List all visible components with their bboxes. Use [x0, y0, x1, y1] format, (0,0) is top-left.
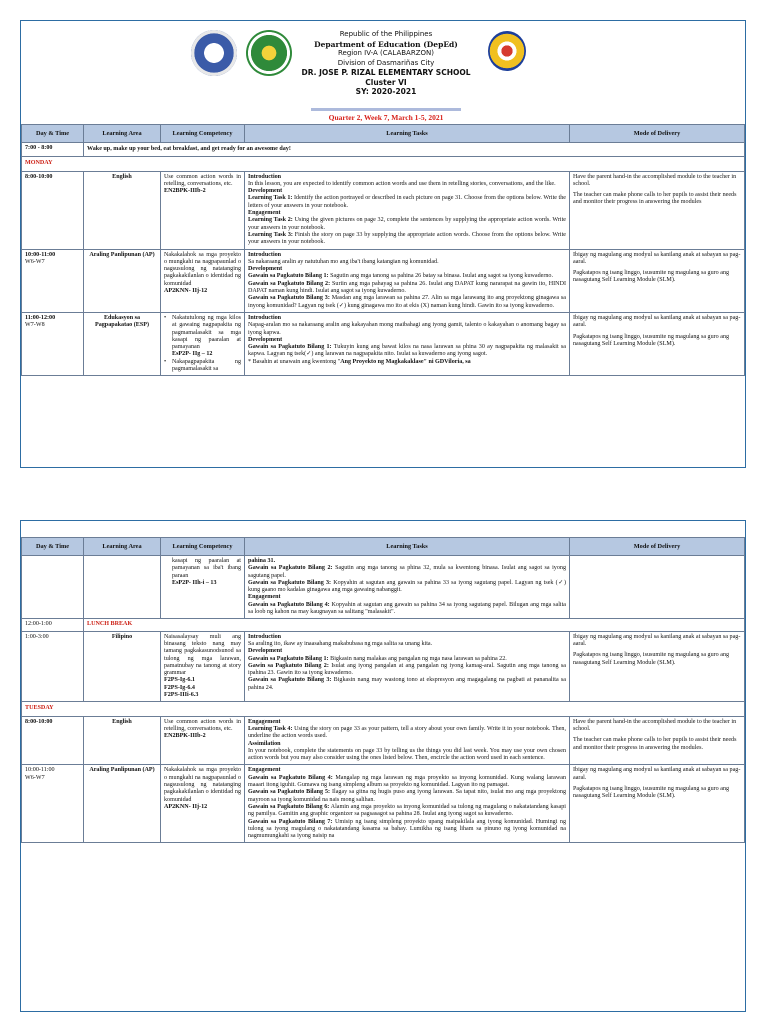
time-cell — [22, 249, 84, 312]
task-label: Gawain sa Pagkatuto Bilang 7: — [248, 818, 333, 825]
task-body: Sagutin ang mga tanong sa phina 32, mula sa kwentong binasa. Isulat ang sagot sa iyong sagutang papel. — [248, 565, 566, 579]
table-row — [22, 765, 745, 843]
header-learning-tasks: Learning Tasks — [245, 538, 570, 556]
task-text — [248, 663, 566, 678]
school-year-line: SY: 2020-2021 — [355, 87, 417, 96]
time-cell — [22, 556, 84, 619]
time-cell: 8:00-10:00 — [22, 171, 84, 249]
learning-area-cell: Filipino — [84, 631, 161, 702]
task-body: Kopyahin at sagutan ang gawain sa pahina 34 sa iyong sagutang papel. Bilugan ang mga salita sa loob ng kahon na may kaugnayan sa salitang "malasakit". — [248, 601, 566, 616]
mode-cell — [570, 171, 745, 249]
task-text — [248, 273, 566, 280]
competency-code: EN2BPK-IIIb-2 — [164, 733, 206, 740]
mode-text: Pagkatapos ng isang linggo, isusumite ng magulang sa guro ang nasagutang Self Learning Module (SLM). — [573, 333, 730, 347]
tasks-cell — [245, 171, 570, 249]
task-body: Tukuyin kung ang bawat kilos na nasa larawan sa phina 30 ay nagpapakita ng malasakit sa kapwa. Lagyan ng tsek(✓) ang larawan na nagpapakita nito. Isulat sa kuwaderno ang iyong sagot. — [248, 344, 566, 358]
header-learning-tasks: Learning Tasks — [245, 125, 570, 143]
week-text: W6-W7 — [25, 774, 45, 781]
task-text — [248, 565, 566, 580]
lunch-break-label: LUNCH BREAK — [84, 619, 745, 631]
competency-cell — [161, 171, 245, 249]
mode-text: Pagkatapos ng isang linggo, isusumite ng magulang sa guro ang nasagutang Self Learning Module (SLM). — [573, 786, 730, 800]
obscured-text-line — [311, 107, 461, 112]
learning-area-cell: English — [84, 171, 161, 249]
task-text: In your notebook, complete the statements on page 33 by telling us the things you did last week. You may use your own chosen action words but you may also consider using the ones listed below. Then, encircle the action word used in each sentence. — [248, 747, 566, 762]
letterhead — [21, 21, 745, 124]
competency-cell — [161, 631, 245, 702]
header-mode-of-delivery: Mode of Delivery — [570, 538, 745, 556]
weekly-plan-table — [21, 124, 745, 376]
task-body: * Basahin at unawain ang kwentong " — [248, 358, 341, 365]
task-label: Gawain sa Pagkatuto Bilang 2: — [248, 565, 333, 572]
competency-cell — [161, 716, 245, 765]
header-learning-area: Learning Area — [84, 538, 161, 556]
task-body: Isulat ang iyong pangalan at ang pangalan ng iyong kamag-aral. Sagutin ang mga tanong sa ipahina 23. Gawin ito sa iyong kuwaderno. — [248, 662, 566, 677]
learning-area-cell: Edukasyon sa Pagpapakatao (ESP) — [84, 312, 161, 375]
task-body: Masdan ang mga larawan sa pahina 27. Alin sa mga larawang ito ang proyektong ginagawa sa inyong komunidad? Lagyan ng tsek (✓) kung ginagawa mo ito at ekis (X) naman kung hindi. Gawin ito sa iyong kuwaderno. — [248, 295, 566, 309]
task-heading: Introduction — [248, 633, 282, 640]
tasks-cell — [245, 556, 570, 619]
table-row — [22, 143, 745, 157]
mode-text: Have the parent hand-in the accomplished module to the teacher in school. — [573, 718, 737, 732]
task-body: Ilagay sa gitna ng hugis puso ang iyong larawan. Sa tapat nito, isulat mo ang mga proyektong mayroon sa iyong komunidad na nais mong salihan. — [248, 789, 566, 803]
learning-area-cell — [84, 556, 161, 619]
time-cell — [22, 312, 84, 375]
morning-routine: Wake up, make up your bed, eat breakfast, and get ready for an awesome day! — [84, 143, 745, 157]
task-label: Gawain sa Pagkatuto Bilang 3: — [248, 579, 332, 586]
mode-text: Have the parent hand-in the accomplished module to the teacher in school. — [573, 173, 737, 187]
time-text: 11:00-12:00 — [25, 314, 56, 321]
task-heading: Engagement — [248, 718, 281, 725]
mode-cell — [570, 249, 745, 312]
tasks-cell — [245, 765, 570, 843]
task-text — [248, 281, 566, 296]
day-label-monday: MONDAY — [22, 157, 745, 171]
task-body: Finish the story on page 33 by supplying the appropriate action words. Choose from the options below. Write your answers in your notebook. — [248, 231, 566, 246]
task-label: Gawain sa Pagkatuto Bilang 3: — [248, 295, 330, 302]
task-heading: Development — [248, 266, 283, 273]
task-label: Learning Task 4: — [248, 725, 293, 732]
week-text: W6-W7 — [25, 258, 45, 265]
school-name: DR. JOSE P. RIZAL ELEMENTARY SCHOOL — [301, 68, 471, 77]
table-row — [22, 716, 745, 765]
tasks-cell — [245, 249, 570, 312]
task-heading: Development — [248, 188, 283, 195]
quarter-week-line: Quarter 2, Week 7, March 1-5, 2021 — [328, 113, 444, 122]
task-heading: Development — [248, 336, 283, 343]
competency-code: AP2KNN- IIj-12 — [164, 288, 208, 295]
task-text: pahina 31. — [248, 558, 276, 564]
task-heading: Engagement — [248, 767, 281, 774]
task-text — [248, 359, 566, 366]
header-learning-area: Learning Area — [84, 125, 161, 143]
task-label: Gawain sa Pagkatuto Bilang 6: — [248, 803, 330, 810]
task-text — [248, 819, 566, 841]
table-row — [22, 171, 745, 249]
week-text: W7-W8 — [25, 322, 45, 329]
table-header-row — [22, 125, 745, 143]
time-cell — [22, 765, 84, 843]
table-row — [22, 631, 745, 702]
task-body: Umisip ng isang simpleng proyekto upang maipakilala ang iyong komunidad. Humingi ng tulong sa iyong magulang o nakatatandang kasama sa bahay. Lumikha ng isang liham sa pinuno ng iyong komunidad na nagmumungkahi sa iyong naisip na — [248, 818, 566, 840]
task-text — [248, 804, 566, 819]
tasks-cell — [245, 631, 570, 702]
task-text: In this lesson, you are expected to identify common action words and use them in retelling stories, conversations, and the like. — [248, 180, 556, 187]
task-label: Gawain sa Pagkatuto Bilang 3: — [248, 677, 332, 684]
task-text — [248, 789, 566, 804]
mode-cell — [570, 765, 745, 843]
task-heading: Engagement — [248, 594, 281, 601]
task-body: Bigkasin nang malakas ang pangalan ng mga nasa larawan sa pahina 22. — [330, 655, 507, 662]
competency-code: EsP2P- IIg – 12 — [172, 351, 213, 358]
competency-code: F2PS-IIIi-6.3 — [164, 692, 199, 699]
task-heading: Introduction — [248, 173, 282, 180]
mode-cell — [570, 556, 745, 619]
task-label: Gawain sa Pagkatuto Bilang 2: — [248, 280, 331, 287]
competency-code: EN2BPK-IIIb-2 — [164, 188, 206, 195]
table-row — [22, 702, 745, 716]
learning-area-cell: English — [84, 716, 161, 765]
task-text — [248, 602, 566, 617]
header-mode-of-delivery: Mode of Delivery — [570, 125, 745, 143]
table-header-row — [22, 538, 745, 556]
task-label: Learning Task 2: — [248, 217, 293, 224]
table-row — [22, 619, 745, 631]
task-body: Identify the action portrayed or described in each picture on page 31. Choose from the options below. Write the letters of your answers in your notebook. — [248, 195, 566, 209]
learning-area-cell: Araling Panlipunan (AP) — [84, 249, 161, 312]
mode-text: Ibigay ng magulang ang modyul sa kanilang anak at sabayan sa pag-aaral. — [573, 314, 741, 329]
tasks-cell — [245, 312, 570, 375]
time-cell: 8:00-10:00 — [22, 716, 84, 765]
competency-bullet: • Nakapagpapakita ng pagmamalasakit sa — [164, 359, 241, 374]
learning-area-cell: Araling Panlipunan (AP) — [84, 765, 161, 843]
table-row — [22, 556, 745, 619]
mode-text: Pagkatapos ng isang linggo, isusumite ng magulang sa guro ang nasagutang Self Learning Module (SLM). — [573, 270, 730, 284]
task-text — [248, 195, 566, 210]
task-label: Gawain sa Pagkatuto Bilang 1: — [248, 655, 329, 662]
mode-text: The teacher can make phone calls to her pupils to assist their needs and monitor their progress in answering the modules — [573, 192, 737, 206]
task-body: Using the given pictures on page 32, complete the sentences by supplying the appropriate action words. Write your answers in your notebook. — [248, 217, 566, 231]
task-heading: Assimilation — [248, 740, 281, 747]
time-text: 10:00-11:00 — [25, 251, 56, 258]
mode-cell — [570, 631, 745, 702]
task-label: Gawain sa Pagkatuto Bilang 4: — [248, 774, 333, 781]
task-text: Sa nakaraang aralin ay natutuhan mo ang iba't ibang katangian ng komunidad. — [248, 258, 439, 265]
competency-bullet: • Nakatutulong ng mga kilos at gawaing nagpapakita ng pagmamalasakit sa mga kasapi ng paaralan at pamayanan — [164, 315, 241, 351]
task-label: Gawain sa Pagkatuto Bilang 5: — [248, 789, 331, 796]
competency-code: F2PS-Ig-6.4 — [164, 684, 195, 691]
weekly-plan-table-continued — [21, 537, 745, 843]
competency-code: EsP2P- IIh-i – 13 — [172, 579, 217, 586]
competency-cell — [161, 765, 245, 843]
task-text — [248, 677, 566, 692]
header-learning-competency: Learning Competency — [161, 538, 245, 556]
competency-text: Use common action words in retelling, conversations, etc. — [164, 173, 241, 187]
task-body: Sagutin ang mga tanong sa pahina 26 batay sa binasa. Isulat ang sagot sa iyong kuwaderno. — [330, 273, 554, 280]
division-line: Division of Dasmariñas City — [337, 58, 435, 67]
task-text — [248, 232, 566, 247]
task-label: Gawain sa Pagkatuto Bilang 1: — [248, 344, 332, 351]
story-title: Ang Proyekto ng Magkakaklase" ni GDViloria, sa — [340, 358, 471, 365]
task-text — [248, 344, 566, 359]
task-text: Napag-aralan mo sa nakaraang aralin ang kakayahan mong maibahagi ang iyong gamit, talento o kakayahan o anomang bagay sa iyong kapwa. — [248, 322, 566, 336]
task-text — [248, 580, 566, 595]
table-row — [22, 249, 745, 312]
task-text — [248, 726, 566, 741]
task-text — [248, 295, 566, 310]
letterhead-text — [221, 30, 551, 97]
time-text: 10:00-11:00 — [25, 767, 55, 774]
time-cell: 1:00-3:00 — [22, 631, 84, 702]
competency-text: kasapi ng paaralan at pamayanan sa iba't ibang paraan — [172, 558, 241, 579]
task-heading: Engagement — [248, 210, 281, 217]
region-line: Region IV-A (CALABARZON) — [337, 49, 434, 57]
task-text — [248, 775, 566, 790]
task-body: Kopyahin at sagutan ang gawain sa pahina 33 sa iyong sagutang papel. Lagyan ng tsek (✓) kung gaano mo kadalas ginagawa ang mga gawaing nabanggit. — [248, 579, 566, 594]
day-label-tuesday: TUESDAY — [22, 702, 745, 716]
task-text — [248, 217, 566, 232]
task-label: Gawain sa Pagkatuto Bilang 1: — [248, 273, 329, 280]
mode-text: Ibigay ng magulang ang modyul sa kanilang anak at sabayan sa pag-aaral. — [573, 633, 741, 647]
competency-code: AP2KNN- IIj-12 — [164, 803, 208, 810]
table-row — [22, 157, 745, 171]
task-body: Bigkasin nang may wastong tono at ekspresyon ang magagalang na pagbati at pananalita sa pahina 24. — [248, 677, 566, 691]
morning-time: 7:00 - 8:00 — [22, 143, 84, 157]
task-heading: Introduction — [248, 251, 282, 258]
competency-cell — [161, 249, 245, 312]
header-learning-competency: Learning Competency — [161, 125, 245, 143]
document-page-2 — [20, 520, 746, 1012]
mode-text: The teacher can make phone calls to her pupils to assist their needs and monitor their progress in answering the modules. — [573, 737, 737, 751]
mode-cell — [570, 312, 745, 375]
task-body: Mangalap ng mga larawan ng mga proyekto sa inyong komunidad. Kung walang larawan maaari itong iguhit. Gumawa ng isang simpleng album sa proyekto ng komunidad. Lagyan ito ng pamagat. — [248, 774, 566, 789]
task-text — [248, 656, 566, 663]
competency-text: Naisasalaysay muli ang binasang teksto nang may tamang pagkakasunodsunod sa tulong ng mga larawan, pamatnubay na tanong at story grammar — [164, 633, 241, 677]
document-page-1 — [20, 20, 746, 468]
competency-text: Nakakalahok sa mga proyekto o mungkahi na nagpapaunlad o nagsusulong ng natatanging pagkakakilanlan o identidad ng komunidad — [164, 767, 241, 803]
table-row — [22, 312, 745, 375]
mode-text: Pagkatapos ng isang linggo, isusumite ng magulang sa guro ang nasagutang Self Learning Module (SLM). — [573, 652, 730, 666]
republic-line: Republic of the Philippines — [339, 30, 433, 38]
header-day-time: Day & Time — [22, 125, 84, 143]
tasks-cell — [245, 716, 570, 765]
mode-text: Ibigay ng magulang ang modyul sa kanilang anak at sabayan sa pag-aaral. — [573, 251, 741, 265]
competency-text: Use common action words in retelling, conversations, etc. — [164, 718, 241, 732]
task-heading: Development — [248, 648, 283, 655]
task-text: Sa araling ito, ikaw ay inaasahang makabubasa ng mga salita sa unang kita. — [248, 640, 433, 647]
cluster-line: Cluster VI — [365, 77, 407, 87]
competency-code: F2PS-Ig-6.1 — [164, 677, 195, 684]
task-body: Suriin ang mga pahayag sa pahina 26. Isulat ang DAPAT kung nararapat na gawin ito, HINDI DAPAT naman kung hindi. Isulat ang sagot sa iyong kuwaderno. — [248, 280, 566, 295]
mode-cell — [570, 716, 745, 765]
lunch-time: 12:00-1:00 — [22, 619, 84, 631]
mode-text: Ibigay ng magulang ang modyul sa kanilang anak at sabayan sa pag-aaral. — [573, 767, 741, 781]
department-line: Department of Education (DepEd) — [314, 39, 458, 49]
header-day-time: Day & Time — [22, 538, 84, 556]
task-label: Learning Task 1: — [248, 195, 293, 202]
task-label: Gawain sa Pagkatuto Bilang 4: — [248, 601, 330, 608]
competency-text: Nakakalahok sa mga proyekto o mungkahi na nagpapaunlad o nagsusulong ng natatanging pagkakakilanlan o identidad ng komunidad — [164, 251, 241, 287]
competency-cell — [161, 312, 245, 375]
task-body: Using the story on page 33 as your pattern, tell a story about your own family. Write it in your notebook. Then, underline the action words used. — [248, 725, 566, 740]
task-body: Alamin ang mga proyekto sa inyong komunidad sa tulong ng magulang o nakatatandang kasapi ng pamilya. Gamitin ang graphic organizer sa pagsasagot sa pahina 28. Isulat ang iyong sagot sa kuwaderno. — [248, 803, 566, 818]
task-label: Learning Task 3: — [248, 231, 293, 238]
task-label: Gawin sa Pagkatuto Bilang 2: — [248, 662, 329, 669]
task-heading: Introduction — [248, 314, 282, 321]
competency-cell — [161, 556, 245, 619]
